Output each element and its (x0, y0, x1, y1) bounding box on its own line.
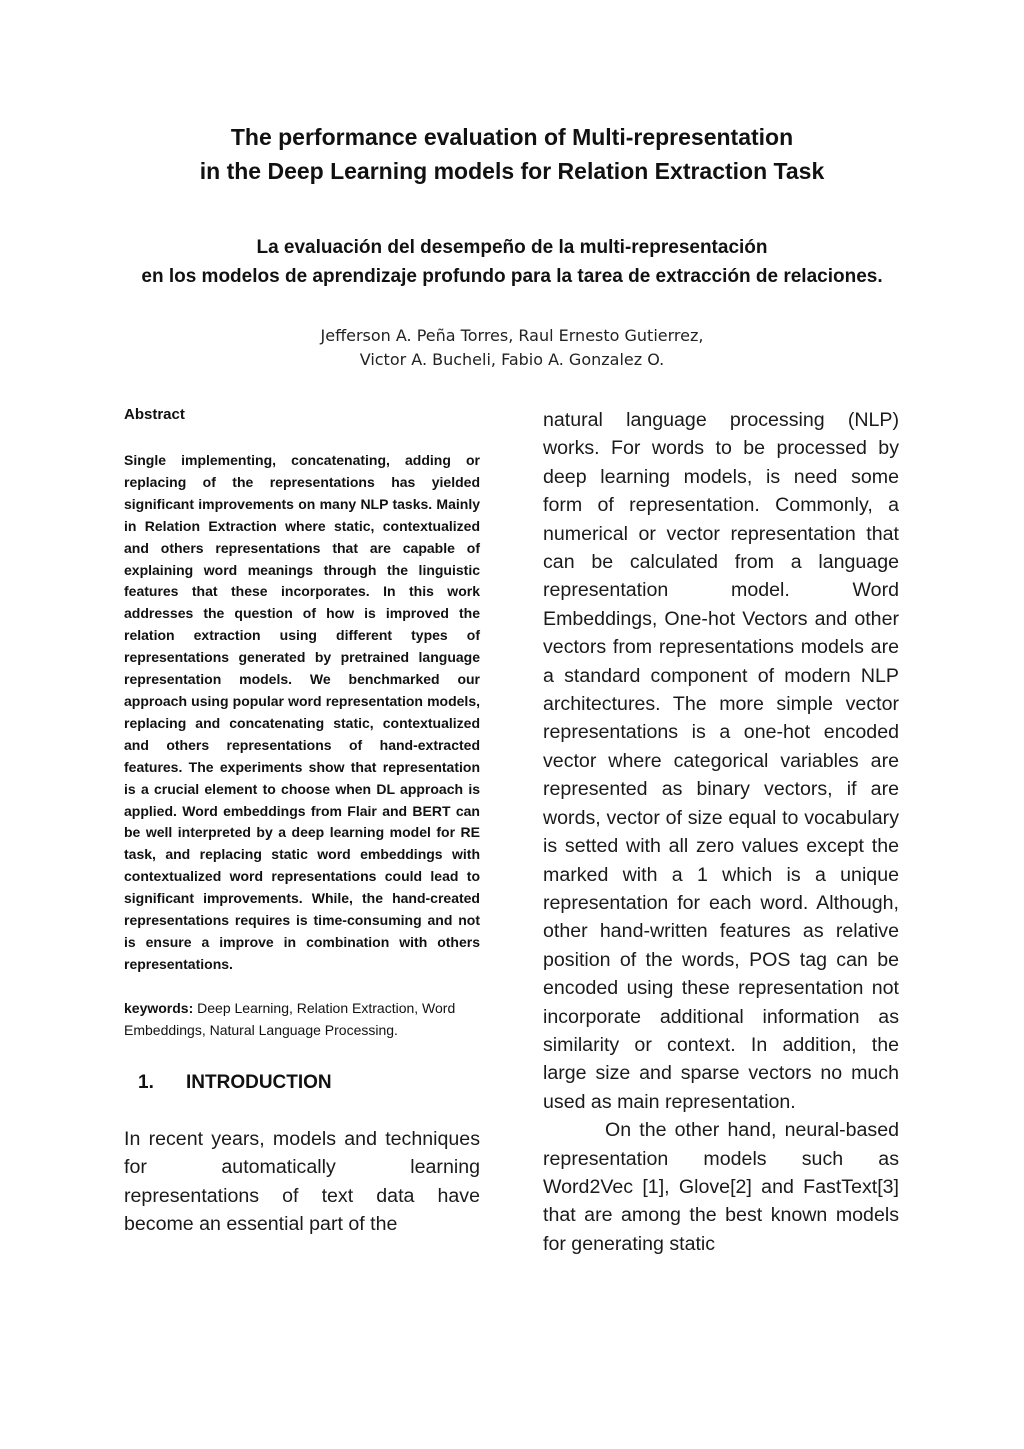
keywords-text: Deep Learning, Relation Extraction, Word Embeddings, Natural Language Processing. (124, 999, 456, 1038)
keywords (124, 997, 480, 1041)
introduction-paragraph-right-1: natural language processing (NLP) works. For words to be processed by deep learning models, is need some form of representation. Commonly, a numerical or vector representation that can be calculated from a language representation model. Word Embeddings, One-hot Vectors and other vectors from representations models are a standard component of modern NLP architectures. The more simple vector representations is a one-hot encoded vector where categorical variables are represented as binary vectors, if are words, vector of size equal to vocabulary is setted with all zero values except the marked with a 1 which is a unique representation for each word. Although, other hand-written features as relative position of the words, POS tag can be encoded using these representation not incorporate additional information as similarity or context. In addition, the large size and sparse vectors no much used as main representation. (543, 409, 899, 1113)
introduction-paragraph-left: In recent years, models and techniques for automatically learning representations of text data have become an essential part of the (124, 1127, 480, 1235)
paper-title-line-1: The performance evaluation of Multi-representation (230, 124, 794, 150)
left-column (124, 404, 480, 1238)
paper-subtitle-line-1: La evaluación del desempeño de la multi-representación (256, 237, 768, 258)
author-line-2: Victor A. Bucheli, Fabio A. Gonzalez O. (359, 350, 665, 369)
paper-subtitle-line-2: en los modelos de aprendizaje profundo para la tarea de extracción de relaciones. (141, 266, 883, 287)
section-heading-introduction (124, 1069, 480, 1097)
keywords-label: keywords: (124, 999, 194, 1016)
title-block (0, 120, 1024, 372)
right-column (543, 404, 899, 1258)
introduction-paragraph-right-2: On the other hand, neural-based representation models such as Word2Vec [1], Glove[2] and FastText[3] that are among the best known models for generating static (543, 1119, 899, 1255)
paper-title-line-2: in the Deep Learning models for Relation Extraction Task (199, 158, 825, 184)
abstract-text: Single implementing, concatenating, adding or replacing of the representations has yielded significant improvements on many NLP tasks. Mainly in Relation Extraction where static, contextualized and others representations that are capable of explaining word meanings through the linguistic features that these incorporates. In this work addresses the question of how is improved the relation extraction using different types of representations generated by pretrained language representation models. We benchmarked our approach using popular word representation models, replacing and concatenating static, contextualized and others representations of hand-extracted features. The experiments show that representation is a crucial element to choose when DL approach is applied. Word embeddings from Flair and BERT can be well interpreted by a deep learning model for RE task, and replacing static word embeddings with contextualized word representations could lead to significant improvements. While, the hand-created representations requires is time-consuming and not is ensure a improve in combination with others representations. (124, 452, 480, 972)
paper-title (0, 120, 1024, 188)
author-line-1: Jefferson A. Peña Torres, Raul Ernesto Gutierrez, (320, 326, 704, 345)
abstract-heading: Abstract (124, 406, 185, 423)
section-number: 1. (138, 1071, 154, 1093)
author-list (0, 324, 1024, 372)
paper-subtitle (0, 233, 1024, 291)
section-title: INTRODUCTION (186, 1071, 332, 1093)
